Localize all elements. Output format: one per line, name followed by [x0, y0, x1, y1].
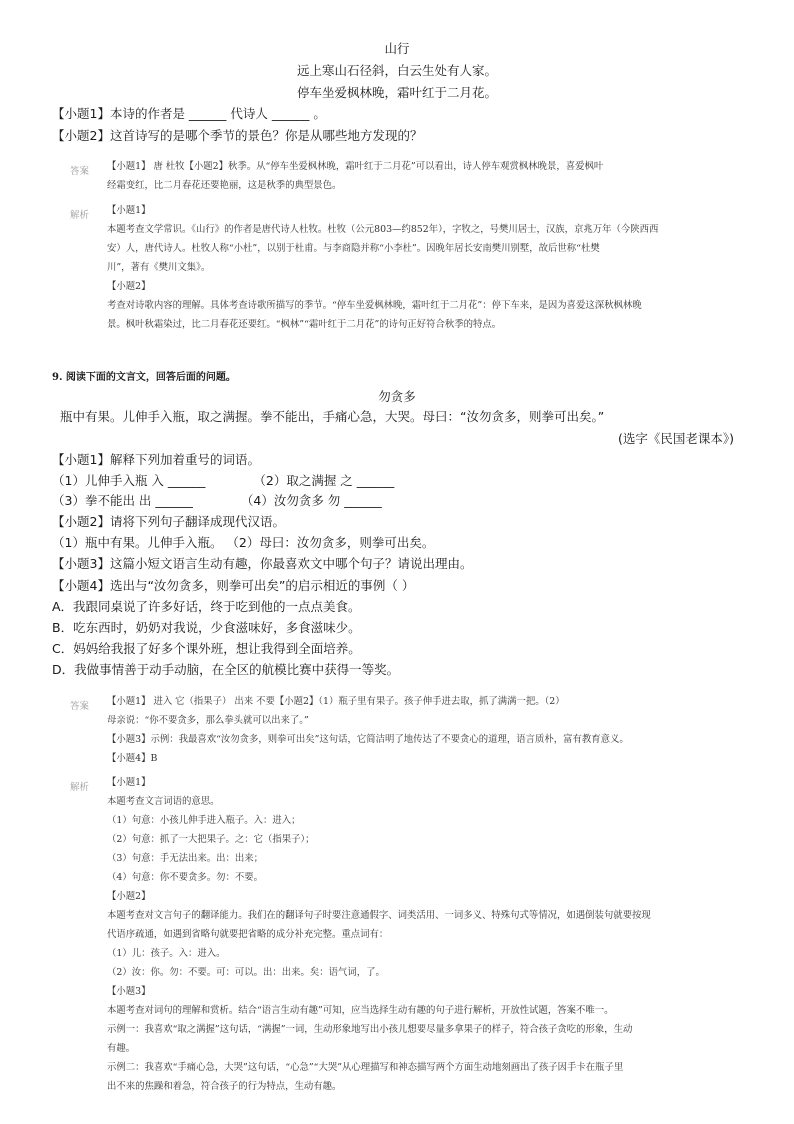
q9-analysis-line: 示例二：我喜欢“手痛心急，大哭”这句话，“心急”“大哭”从心理描写和神态描写两个方面生动地刻画出了孩子因手卡在瓶子里 — [107, 1062, 624, 1073]
q9-analysis — [107, 773, 727, 1096]
q9-analysis-line: 出不来的焦躁和着急，符合孩子的行为特点，生动有趣。 — [107, 1081, 342, 1092]
q9-sub4: 【小题4】选出与“汝勿贪多，则拳可出矣”的启示相近的事例（ ） — [52, 578, 415, 593]
q9-analysis-line: （2）汝：你。勿：不要。可：可以。出：出来。矣：语气词，了。 — [107, 967, 385, 978]
q9-analysis-tag: 解析 — [70, 782, 90, 793]
q8-analysis-tag: 解析 — [70, 210, 90, 221]
q9-analysis-line: （3）句意：手无法出来。出：出来； — [107, 853, 263, 864]
q8-analysis-line: 【小题1】 — [107, 205, 151, 216]
q9-analysis-line: 示例一：我喜欢“取之满握”这句话，“满握”一词，生动形象地写出小孩儿想要尽量多拿果子的样子，符合孩子贪吃的形象，生动 — [107, 1024, 633, 1035]
q8-answer-tag: 答案 — [70, 166, 90, 177]
q9-text: 瓶中有果。儿伸手入瓶，取之满握。拳不能出，手痛心急，大哭。母曰：“汝勿贪多，则拳可出矣。” — [60, 409, 605, 424]
q9-analysis-line: （2）句意：抓了一大把果子。之：它（指果子）； — [107, 834, 315, 845]
q8-analysis-line: 考查对诗歌内容的理解。具体考查诗歌所描写的季节。“停车坐爱枫林晚，霜叶红于二月花”：停下车来，是因为喜爱这深秋枫林晚 — [107, 300, 642, 311]
q8-sub1: 【小题1】本诗的作者是 ______ 代诗人 ______ 。 — [52, 106, 326, 121]
q8-answer — [107, 157, 727, 195]
q9-source: (选字《民国老课本》) — [617, 431, 734, 446]
q9-analysis-line: 【小题3】 — [107, 986, 151, 997]
q9-answer-line: 【小题4】B — [107, 753, 158, 764]
q9-option-b: B．吃东西时，奶奶对我说，少食滋味好，多食滋味少。 — [52, 620, 361, 635]
q9-sub3: 【小题3】这篇小短文语言生动有趣，你最喜欢文中哪个句子？请说出理由。 — [52, 556, 473, 571]
q9-analysis-line: （1）儿：孩子。入：进入。 — [107, 948, 226, 959]
q9-analysis-line: 代语序疏通，如遇到省略句就要把省略的成分补充完整。重点词有： — [107, 929, 389, 940]
q9-sub1-row-1 — [52, 471, 752, 491]
q9-sub2: 【小题2】请将下列句子翻译成现代汉语。 — [52, 514, 285, 529]
q8-analysis-line: 景。枫叶秋霜染过，比二月春花还要红。“枫林”“霜叶红于二月花”的诗句正好符合秋季的特点。 — [107, 319, 502, 330]
q9-heading: 9. 阅读下面的文言文，回答后面的问题。 — [52, 372, 236, 383]
q9-analysis-line: 本题考查对文言句子的翻译能力。我们在的翻译句子时要注意通假字、词类活用、一词多义、特殊句式等情况，如遇倒装句就要按现 — [107, 910, 651, 921]
q9-analysis-line: 有趣。 — [107, 1043, 136, 1054]
q9-analysis-line: 【小题2】 — [107, 891, 151, 902]
q8-answer-line: 【小题1】 唐 杜牧【小题2】秋季。从“停车坐爱枫林晚，霜叶红于二月花”可以看出，诗人停车观赏枫林晚景，喜爱枫叶 — [107, 161, 604, 172]
q9-analysis-line: 本题考查文言词语的意思。 — [107, 796, 220, 807]
q9-answer-line: 【小题3】示例：我最喜欢“汝勿贪多，则拳可出矣”这句话，它简洁明了地传达了不要贪心的道理，语言质朴，富有教育意义。 — [107, 734, 629, 745]
q9-sub1-item-2: （2）取之满握 之 ______ — [253, 473, 395, 488]
q9-option-d: D．我做事情善于动手动脑，在全区的航模比赛中获得一等奖。 — [52, 662, 400, 677]
q9-analysis-line: 本题考查对词句的理解和赏析。结合“语言生动有趣”可知，应当选择生动有趣的句子进行解析，开放性试题，答案不唯一。 — [107, 1005, 614, 1016]
q8-analysis — [107, 201, 727, 334]
q9-sub1-row-2 — [52, 491, 752, 511]
poem-title: 山行 — [384, 41, 410, 56]
q9-sub2-items: （1）瓶中有果。儿伸手入瓶。 （2）母曰：汝勿贪多，则拳可出矣。 — [52, 535, 435, 550]
poem-line-2: 停车坐爱枫林晚，霜叶红于二月花。 — [296, 85, 497, 100]
q8-answer-line: 经霜变红，比二月春花还要艳丽，这是秋季的典型景色。 — [107, 180, 342, 191]
q9-answer-line: 母亲说：“你不要贪多，那么拳头就可以出来了。” — [107, 715, 309, 726]
q9-sub1-item-1: （1）儿伸手入瓶 入 ______ — [52, 473, 206, 488]
q9-sub1: 【小题1】解释下列加着重号的词语。 — [52, 452, 260, 467]
q8-analysis-line: 本题考查文学常识。《山行》的作者是唐代诗人杜牧。杜牧（公元803—约852年），字牧之，号樊川居士，汉族，京兆万年（今陕西西 — [107, 224, 659, 235]
q9-title: 勿贪多 — [378, 389, 416, 404]
q9-answer-tag: 答案 — [70, 701, 90, 712]
q9-option-a: A．我跟同桌说了许多好话，终于吃到他的一点点美食。 — [52, 599, 361, 614]
q9-analysis-line: （1）句意：小孩儿伸手进入瓶子。入：进入； — [107, 815, 301, 826]
q9-analysis-line: 【小题1】 — [107, 777, 151, 788]
q8-analysis-line: 川”，著有《樊川文集》。 — [107, 262, 211, 273]
q9-sub1-item-3: （3）拳不能出 出 ______ — [52, 493, 193, 508]
q9-answer — [107, 692, 727, 768]
q9-answer-line: 【小题1】 进入 它（指果子） 出来 不要【小题2】（1）瓶子里有果子。孩子伸手进去取，抓了满满一把。（2） — [107, 696, 565, 707]
q9-option-c: C．妈妈给我报了好多个课外班，想让我得到全面培养。 — [52, 641, 361, 656]
q8-sub2: 【小题2】这首诗写的是哪个季节的景色？你是从哪些地方发现的？ — [52, 128, 423, 143]
q9-sub1-item-4: （4）汝勿贪多 勿 ______ — [240, 493, 382, 508]
poem-line-1: 远上寒山石径斜，白云生处有人家。 — [296, 63, 497, 78]
q8-analysis-line: 【小题2】 — [107, 281, 151, 292]
q8-analysis-line: 安）人，唐代诗人。杜牧人称“小杜”，以别于杜甫。与李商隐并称“小李杜”。因晚年居长安南樊川别墅，故后世称“杜樊 — [107, 243, 600, 254]
q9-analysis-line: （4）句意：你不要贪多。勿：不要。 — [107, 872, 263, 883]
